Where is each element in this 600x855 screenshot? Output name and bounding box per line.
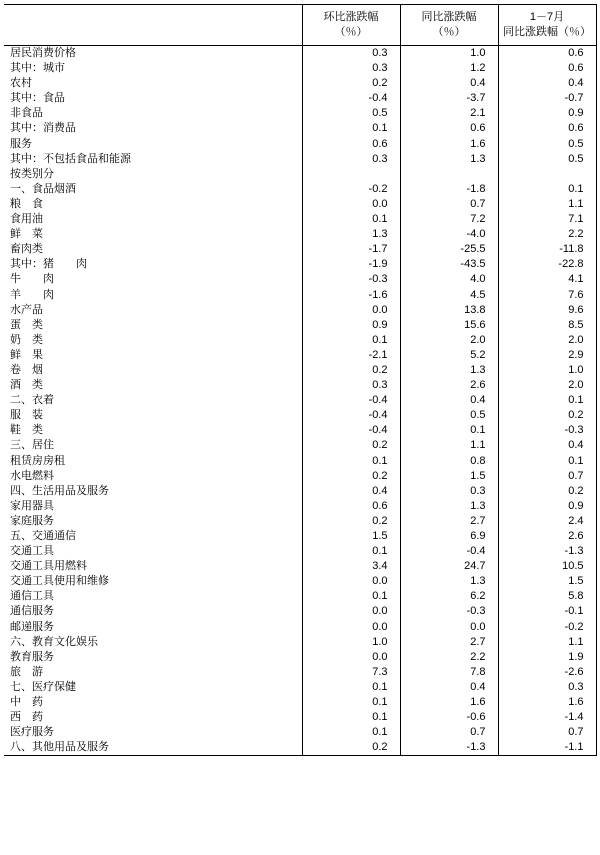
row-value-1: 0.1 bbox=[302, 725, 400, 740]
row-value-3: 0.9 bbox=[498, 499, 596, 514]
table-row bbox=[4, 408, 596, 423]
table-row bbox=[4, 121, 596, 136]
row-label: 六、教育文化娱乐 bbox=[10, 635, 98, 648]
table-row bbox=[4, 242, 596, 257]
row-label: 服务 bbox=[10, 137, 32, 150]
row-value-3: -0.1 bbox=[498, 604, 596, 619]
table-row bbox=[4, 695, 596, 710]
row-value-1: 1.3 bbox=[302, 227, 400, 242]
row-value-2: 1.5 bbox=[400, 469, 498, 484]
row-label: 旅 游 bbox=[10, 665, 43, 678]
row-value-2: 0.3 bbox=[400, 484, 498, 499]
row-value-3: 0.6 bbox=[498, 46, 596, 62]
table-body bbox=[4, 46, 596, 756]
row-label: 水产品 bbox=[10, 303, 43, 316]
header-janjul-line2: 同比涨跌幅（％） bbox=[503, 26, 591, 38]
row-value-2: 0.0 bbox=[400, 620, 498, 635]
row-value-3: -1.4 bbox=[498, 710, 596, 725]
row-value-2: 1.6 bbox=[400, 695, 498, 710]
row-value-1: 0.2 bbox=[302, 514, 400, 529]
row-label: 邮递服务 bbox=[10, 620, 54, 633]
row-value-1: -0.3 bbox=[302, 272, 400, 287]
row-value-1: 0.5 bbox=[302, 106, 400, 121]
row-label: 一、食品烟酒 bbox=[10, 182, 76, 195]
row-value-2: 6.9 bbox=[400, 529, 498, 544]
row-value-1: 0.1 bbox=[302, 121, 400, 136]
row-label: 交通工具 bbox=[10, 545, 54, 558]
table-row bbox=[4, 635, 596, 650]
row-label: 蛋 类 bbox=[10, 318, 43, 331]
row-value-3: 5.8 bbox=[498, 589, 596, 604]
row-value-3: 2.9 bbox=[498, 348, 596, 363]
table-row bbox=[4, 574, 596, 589]
row-value-2: 0.6 bbox=[400, 121, 498, 136]
table-row bbox=[4, 348, 596, 363]
row-label: 卷 烟 bbox=[10, 363, 43, 376]
row-value-3: 0.1 bbox=[498, 393, 596, 408]
row-value-1: 0.6 bbox=[302, 137, 400, 152]
row-value-2: 15.6 bbox=[400, 318, 498, 333]
row-value-1: 0.0 bbox=[302, 197, 400, 212]
row-value-3: 0.5 bbox=[498, 152, 596, 167]
row-label: 居民消费价格 bbox=[10, 47, 76, 59]
table-row bbox=[4, 454, 596, 469]
row-value-3: 8.5 bbox=[498, 318, 596, 333]
table-row bbox=[4, 620, 596, 635]
table-row bbox=[4, 650, 596, 665]
row-value-3: 2.2 bbox=[498, 227, 596, 242]
row-value-1: 1.5 bbox=[302, 529, 400, 544]
row-label: 二、衣着 bbox=[10, 394, 54, 407]
header-mom-line1: 环比涨跌幅 bbox=[323, 11, 379, 24]
row-value-3: -22.8 bbox=[498, 257, 596, 272]
header-yoy-line2: （％） bbox=[432, 26, 466, 38]
row-value-1 bbox=[302, 167, 400, 182]
table-row bbox=[4, 499, 596, 514]
row-value-2: 2.7 bbox=[400, 635, 498, 650]
row-label: 食用油 bbox=[10, 213, 43, 226]
row-label: 非食品 bbox=[10, 107, 43, 120]
row-value-3: -1.3 bbox=[498, 544, 596, 559]
header-yoy-line1: 同比涨跌幅 bbox=[421, 11, 477, 24]
row-value-3: -0.7 bbox=[498, 91, 596, 106]
header-year-on-year bbox=[400, 5, 498, 46]
row-value-2: 2.0 bbox=[400, 333, 498, 348]
row-value-3: -11.8 bbox=[498, 242, 596, 257]
row-value-1: 0.6 bbox=[302, 499, 400, 514]
row-value-1: 0.1 bbox=[302, 212, 400, 227]
row-label: 服 装 bbox=[10, 409, 43, 422]
table-row bbox=[4, 559, 596, 574]
row-value-2: 1.3 bbox=[400, 574, 498, 589]
row-value-1: -0.4 bbox=[302, 408, 400, 423]
table-header bbox=[4, 5, 596, 46]
table-row bbox=[4, 61, 596, 76]
row-label: 粮 食 bbox=[10, 197, 43, 210]
table-row bbox=[4, 393, 596, 408]
table-row bbox=[4, 544, 596, 559]
row-label: 牛 肉 bbox=[10, 273, 54, 286]
row-value-2: 4.5 bbox=[400, 288, 498, 303]
row-value-3: 0.6 bbox=[498, 61, 596, 76]
row-value-3: -2.6 bbox=[498, 665, 596, 680]
row-value-1: 0.2 bbox=[302, 438, 400, 453]
row-label: 医疗服务 bbox=[10, 726, 54, 739]
table-row bbox=[4, 740, 596, 756]
row-value-1: 0.1 bbox=[302, 680, 400, 695]
table-row bbox=[4, 91, 596, 106]
row-value-1: 3.4 bbox=[302, 559, 400, 574]
row-value-3: 0.5 bbox=[498, 137, 596, 152]
row-value-2: 1.6 bbox=[400, 137, 498, 152]
table-row bbox=[4, 423, 596, 438]
row-value-1: -1.7 bbox=[302, 242, 400, 257]
row-label: 家庭服务 bbox=[10, 514, 54, 527]
table-row bbox=[4, 589, 596, 604]
table-row bbox=[4, 288, 596, 303]
row-value-1: 0.1 bbox=[302, 710, 400, 725]
row-value-1: -2.1 bbox=[302, 348, 400, 363]
row-value-3: 1.1 bbox=[498, 197, 596, 212]
row-value-1: 0.1 bbox=[302, 454, 400, 469]
row-value-1: 0.9 bbox=[302, 318, 400, 333]
row-value-3: 1.1 bbox=[498, 635, 596, 650]
row-value-3: 1.9 bbox=[498, 650, 596, 665]
row-value-3: -0.3 bbox=[498, 423, 596, 438]
row-value-3: 1.6 bbox=[498, 695, 596, 710]
row-value-1: 0.0 bbox=[302, 650, 400, 665]
row-value-2: 7.8 bbox=[400, 665, 498, 680]
row-value-2: -25.5 bbox=[400, 242, 498, 257]
row-value-1: 0.3 bbox=[302, 378, 400, 393]
table-row bbox=[4, 529, 596, 544]
row-label: 羊 肉 bbox=[10, 288, 54, 301]
row-label: 家用器具 bbox=[10, 499, 54, 512]
row-value-2: -3.7 bbox=[400, 91, 498, 106]
row-value-3: 0.3 bbox=[498, 680, 596, 695]
row-value-2: 2.2 bbox=[400, 650, 498, 665]
row-label: 交通工具用燃料 bbox=[10, 560, 87, 573]
row-value-1: 0.0 bbox=[302, 303, 400, 318]
row-value-1: 0.1 bbox=[302, 333, 400, 348]
row-value-3: 0.2 bbox=[498, 408, 596, 423]
row-value-2: 24.7 bbox=[400, 559, 498, 574]
row-value-2: 0.8 bbox=[400, 454, 498, 469]
table-row bbox=[4, 710, 596, 725]
row-label: 畜肉类 bbox=[10, 243, 43, 256]
row-value-2: 1.0 bbox=[400, 46, 498, 62]
row-label: 三、居住 bbox=[10, 439, 54, 452]
table-row bbox=[4, 303, 596, 318]
row-value-2: -0.3 bbox=[400, 604, 498, 619]
row-value-3: 1.5 bbox=[498, 574, 596, 589]
row-value-1: 0.2 bbox=[302, 469, 400, 484]
row-label: 四、生活用品及服务 bbox=[10, 484, 109, 497]
row-value-1: -0.4 bbox=[302, 423, 400, 438]
row-label: 其中：消费品 bbox=[10, 122, 76, 135]
row-value-1: -1.6 bbox=[302, 288, 400, 303]
row-label: 其中：城市 bbox=[10, 62, 65, 75]
row-value-1: 0.2 bbox=[302, 363, 400, 378]
row-value-3: -0.2 bbox=[498, 620, 596, 635]
row-value-1: 0.0 bbox=[302, 604, 400, 619]
row-value-3: 2.0 bbox=[498, 378, 596, 393]
row-value-3: 0.9 bbox=[498, 106, 596, 121]
table-row bbox=[4, 680, 596, 695]
row-value-1: -0.4 bbox=[302, 91, 400, 106]
row-value-2: 2.1 bbox=[400, 106, 498, 121]
row-value-3: 0.4 bbox=[498, 438, 596, 453]
table-row bbox=[4, 514, 596, 529]
row-label: 教育服务 bbox=[10, 650, 54, 663]
row-value-2: 0.1 bbox=[400, 423, 498, 438]
row-value-3: 0.1 bbox=[498, 454, 596, 469]
row-value-2: 1.3 bbox=[400, 363, 498, 378]
header-mom-line2: （％） bbox=[334, 26, 368, 38]
row-value-2: -0.6 bbox=[400, 710, 498, 725]
row-value-3: 0.7 bbox=[498, 725, 596, 740]
row-value-2: -1.3 bbox=[400, 740, 498, 756]
row-value-2: -4.0 bbox=[400, 227, 498, 242]
row-value-2: 0.4 bbox=[400, 393, 498, 408]
row-value-1: 0.3 bbox=[302, 46, 400, 62]
row-value-1: 0.1 bbox=[302, 695, 400, 710]
row-value-3: 7.6 bbox=[498, 288, 596, 303]
row-value-1: 0.1 bbox=[302, 544, 400, 559]
table-row bbox=[4, 725, 596, 740]
row-value-1: 0.2 bbox=[302, 76, 400, 91]
row-value-2: 6.2 bbox=[400, 589, 498, 604]
row-value-2: -43.5 bbox=[400, 257, 498, 272]
row-value-1: -1.9 bbox=[302, 257, 400, 272]
cpi-index-table bbox=[4, 4, 597, 756]
row-value-2: 0.7 bbox=[400, 725, 498, 740]
row-label: 鞋 类 bbox=[10, 424, 43, 437]
table-row bbox=[4, 257, 596, 272]
table-row bbox=[4, 438, 596, 453]
table-row bbox=[4, 106, 596, 121]
row-value-3: -1.1 bbox=[498, 740, 596, 756]
row-value-3: 0.6 bbox=[498, 121, 596, 136]
table-row bbox=[4, 212, 596, 227]
table-row bbox=[4, 272, 596, 287]
row-value-2: 1.2 bbox=[400, 61, 498, 76]
row-value-2: 0.7 bbox=[400, 197, 498, 212]
row-label: 其中：不包括食品和能源 bbox=[10, 152, 131, 165]
table-header-row bbox=[4, 5, 596, 46]
table-row bbox=[4, 197, 596, 212]
row-label: 五、交通通信 bbox=[10, 530, 76, 542]
table-row bbox=[4, 378, 596, 393]
row-value-2: 4.0 bbox=[400, 272, 498, 287]
row-label: 其中：猪 肉 bbox=[10, 258, 87, 271]
table-row bbox=[4, 46, 596, 62]
row-label: 奶 类 bbox=[10, 333, 43, 346]
row-value-2: 0.4 bbox=[400, 680, 498, 695]
row-label: 七、医疗保健 bbox=[10, 680, 76, 693]
table-row bbox=[4, 76, 596, 91]
row-value-2: 1.1 bbox=[400, 438, 498, 453]
row-value-2: 1.3 bbox=[400, 499, 498, 514]
table-row bbox=[4, 227, 596, 242]
table-row bbox=[4, 318, 596, 333]
row-label: 鲜 果 bbox=[10, 348, 43, 361]
row-value-1: -0.2 bbox=[302, 182, 400, 197]
row-value-2: 0.4 bbox=[400, 76, 498, 91]
header-jan-jul bbox=[498, 5, 596, 46]
table-row bbox=[4, 167, 596, 182]
row-value-1: 0.3 bbox=[302, 61, 400, 76]
header-label-column bbox=[4, 5, 302, 46]
row-label: 水电燃料 bbox=[10, 469, 54, 482]
row-value-2: 2.6 bbox=[400, 378, 498, 393]
row-value-3: 2.6 bbox=[498, 529, 596, 544]
row-value-3: 1.0 bbox=[498, 363, 596, 378]
row-value-2: 0.5 bbox=[400, 408, 498, 423]
table-row bbox=[4, 333, 596, 348]
row-value-3: 7.1 bbox=[498, 212, 596, 227]
row-value-1: 0.3 bbox=[302, 152, 400, 167]
row-value-3: 10.5 bbox=[498, 559, 596, 574]
table-row bbox=[4, 363, 596, 378]
row-label: 酒 类 bbox=[10, 379, 43, 392]
table-row bbox=[4, 469, 596, 484]
row-label: 按类别分 bbox=[10, 167, 54, 180]
row-value-2: 1.3 bbox=[400, 152, 498, 167]
row-value-1: 0.1 bbox=[302, 589, 400, 604]
row-value-3: 0.7 bbox=[498, 469, 596, 484]
row-value-3: 2.4 bbox=[498, 514, 596, 529]
row-value-3: 0.4 bbox=[498, 76, 596, 91]
header-janjul-line1: 1－7月 bbox=[529, 11, 565, 24]
row-value-2 bbox=[400, 167, 498, 182]
row-value-2: 5.2 bbox=[400, 348, 498, 363]
table-row bbox=[4, 604, 596, 619]
row-label: 其中：食品 bbox=[10, 92, 65, 105]
row-value-3: 4.1 bbox=[498, 272, 596, 287]
row-value-3: 0.1 bbox=[498, 182, 596, 197]
row-value-2: 13.8 bbox=[400, 303, 498, 318]
row-label: 通信服务 bbox=[10, 605, 54, 618]
row-label: 鲜 菜 bbox=[10, 228, 43, 241]
table-row bbox=[4, 665, 596, 680]
row-value-3 bbox=[498, 167, 596, 182]
table-row bbox=[4, 484, 596, 499]
row-value-2: 7.2 bbox=[400, 212, 498, 227]
row-value-3: 0.2 bbox=[498, 484, 596, 499]
table-row bbox=[4, 182, 596, 197]
row-label: 农村 bbox=[10, 77, 32, 90]
row-label: 交通工具使用和维修 bbox=[10, 575, 109, 588]
row-value-1: 0.4 bbox=[302, 484, 400, 499]
row-value-1: 0.2 bbox=[302, 740, 400, 756]
row-label: 租赁房房租 bbox=[10, 454, 65, 467]
row-value-2: 2.7 bbox=[400, 514, 498, 529]
row-value-1: -0.4 bbox=[302, 393, 400, 408]
row-value-3: 9.6 bbox=[498, 303, 596, 318]
row-value-1: 0.0 bbox=[302, 574, 400, 589]
row-label: 西 药 bbox=[10, 711, 43, 724]
row-value-1: 7.3 bbox=[302, 665, 400, 680]
header-month-on-month bbox=[302, 5, 400, 46]
row-value-2: -1.8 bbox=[400, 182, 498, 197]
row-value-1: 0.0 bbox=[302, 620, 400, 635]
row-label: 中 药 bbox=[10, 696, 43, 709]
row-value-3: 2.0 bbox=[498, 333, 596, 348]
row-label: 通信工具 bbox=[10, 590, 54, 603]
table-row bbox=[4, 152, 596, 167]
row-value-2: -0.4 bbox=[400, 544, 498, 559]
row-value-1: 1.0 bbox=[302, 635, 400, 650]
row-label: 八、其他用品及服务 bbox=[4, 740, 302, 756]
table-row bbox=[4, 137, 596, 152]
